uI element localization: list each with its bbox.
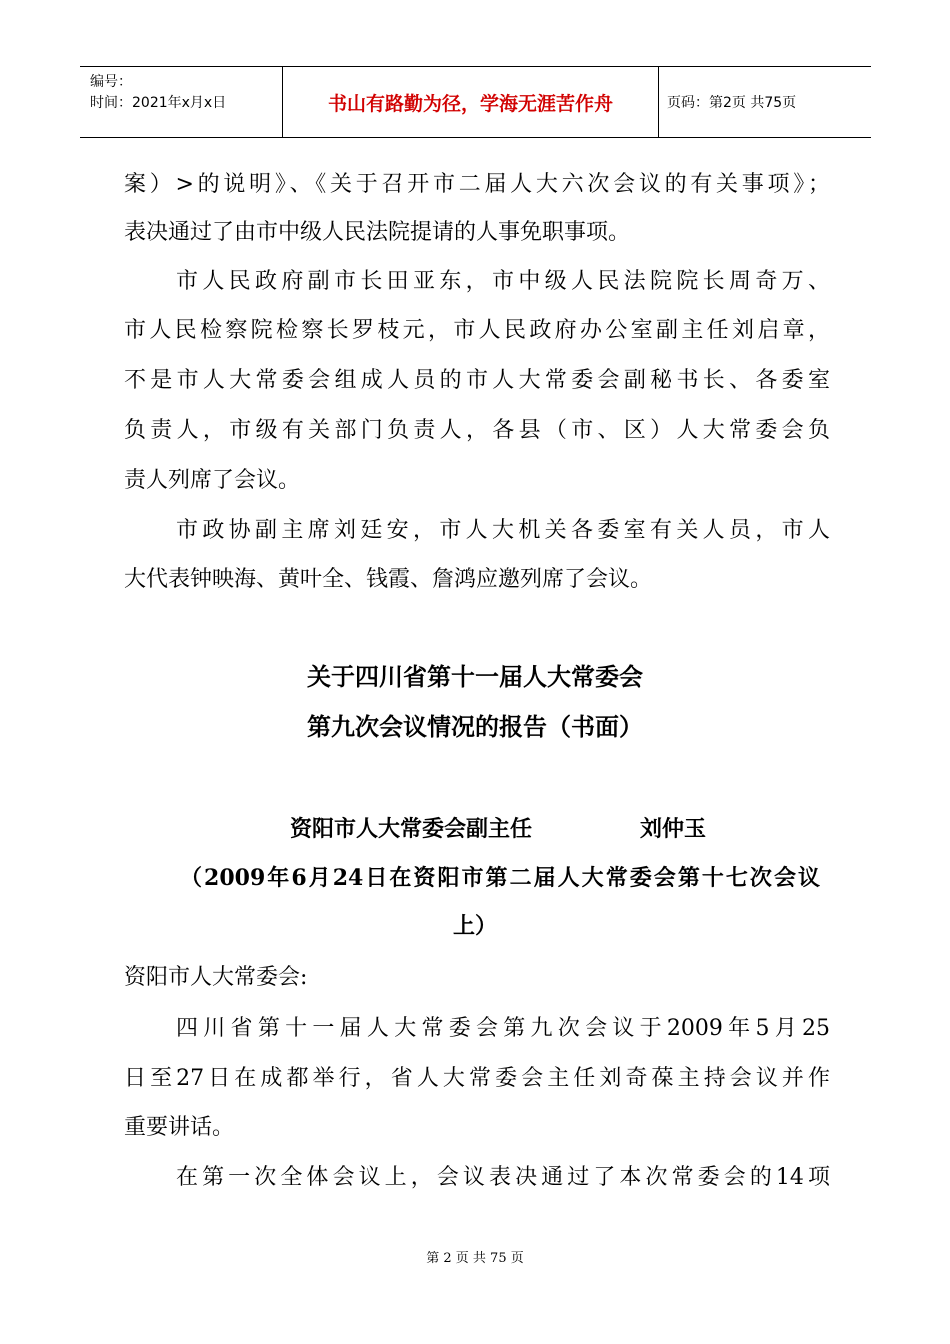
occasion-line1: （2009年6月24日在资阳市第二届人大常委会第十七次会议 [180,865,820,891]
paragraph-line: 案）>的说明》、《关于召开市二届人大六次会议的有关事项》； [124,172,830,197]
occasion-line2: 上） [452,913,497,939]
author-role: 资阳市人大常委会副主任 [290,816,533,842]
motto-text: 书山有路勤为径，学海无涯苦作舟 [327,92,613,115]
header-motto-cell [283,67,659,137]
page-header [80,66,871,138]
paragraph-line: 重要讲话。 [124,1115,235,1140]
paragraph-line: 市人民政府副市长田亚东，市中级人民法院院长周奇万、 [176,269,830,294]
header-meta-cell [80,67,283,137]
paragraph-line: 负责人，市级有关部门负责人，各县（市、区）人大常委会负 [124,418,830,443]
salutation: 资阳市人大常委会: [124,965,308,990]
page-info: 页码：第2页 共75页 [667,95,797,111]
paragraph-line: 市人民检察院检察长罗枝元，市人民政府办公室副主任刘启章， [124,318,830,343]
report-title-line2: 第九次会议情况的报告（书面） [307,712,643,741]
number-label: 编号： [90,74,132,90]
author-name: 刘仲玉 [640,816,707,842]
paragraph-line: 日至27日在成都举行，省人大常委会主任刘奇葆主持会议并作 [124,1066,830,1091]
paragraph-line: 责人列席了会议。 [124,468,301,493]
paragraph-line: 市政协副主席刘廷安，市人大机关各委室有关人员，市人 [176,518,830,543]
paragraph-line: 在第一次全体会议上，会议表决通过了本次常委会的14项 [176,1165,830,1190]
paragraph-line: 不是市人大常委会组成人员的市人大常委会副秘书长、各委室 [124,368,830,393]
paragraph-line: 大代表钟映海、黄叶全、钱霞、詹鸿应邀列席了会议。 [124,567,653,592]
paragraph-line: 四川省第十一届人大常委会第九次会议于2009年5月25 [176,1016,830,1041]
time-label: 时间：2021年x月x日 [90,95,227,111]
report-title-line1: 关于四川省第十一届人大常委会 [307,662,643,691]
paragraph-line: 表决通过了由市中级人民法院提请的人事免职事项。 [124,220,631,245]
header-page-cell [659,67,871,137]
page-footer: 第 2 页 共 75 页 [426,1251,524,1266]
